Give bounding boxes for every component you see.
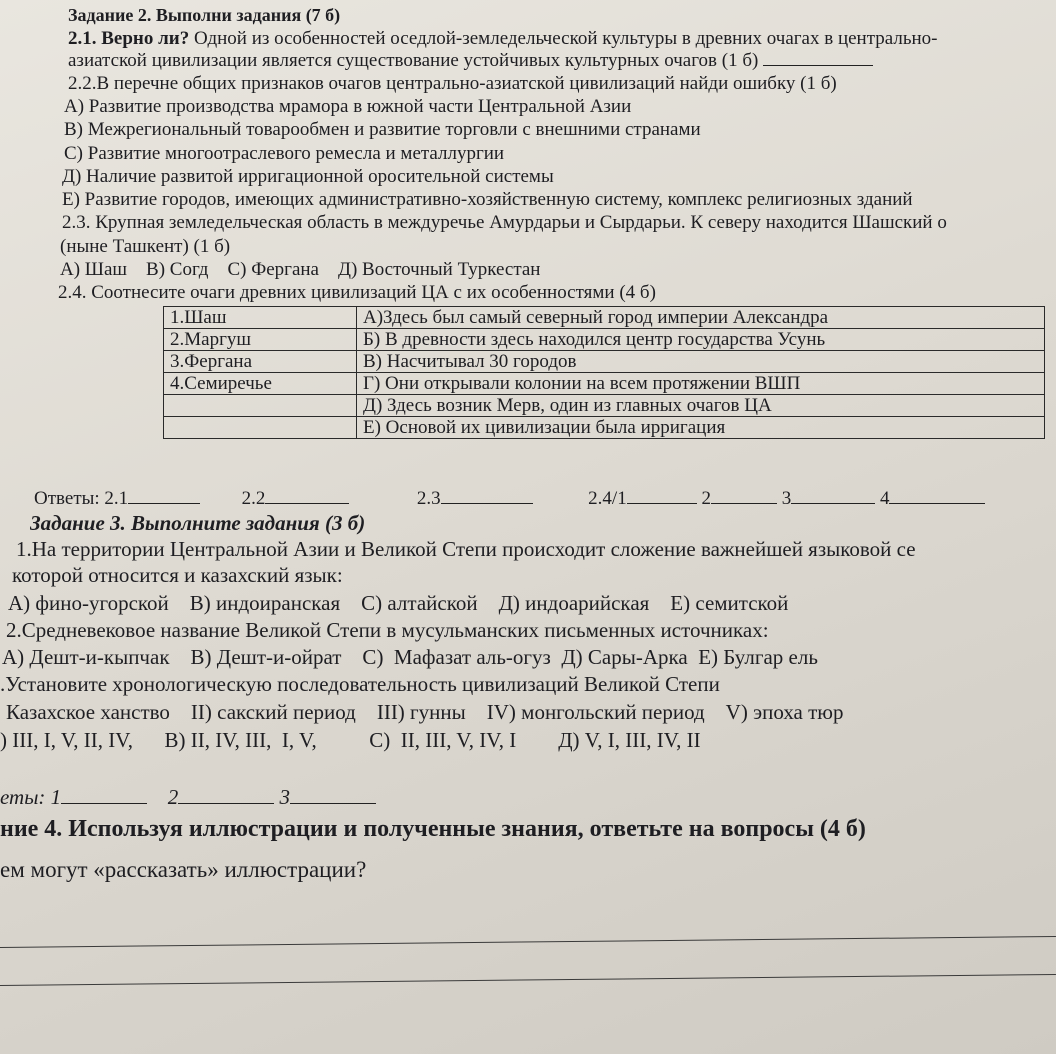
task3-q1-options: А) фино-угорской В) индоиранская С) алтайской Д) индоарийская Е) семитской xyxy=(8,591,789,615)
table-row xyxy=(164,373,1045,395)
task3-q3-options: ) III, I, V, II, IV, В) II, IV, III, I, V, С) II, III, V, IV, I Д) V, I, III, IV, II xyxy=(0,728,701,752)
task3-answers xyxy=(0,786,376,808)
answer-blank-2-4-1[interactable] xyxy=(627,489,697,504)
task3-q2-title: 2.Средневековое название Великой Степи в мусульманских письменных источниках: xyxy=(6,618,769,642)
answer-label-2-4-2: 2 xyxy=(701,488,711,509)
table-row xyxy=(164,395,1045,417)
q23-line1: 2.3. Крупная земледельческая область в междуречье Амурдарьи и Сырдарьи. К северу находится Шашский о xyxy=(62,212,947,233)
table-cell-right: Б) В древности здесь находился центр государства Усунь xyxy=(357,329,1045,351)
q22-option-b: В) Межрегиональный товарообмен и развитие торговли с внешними странами xyxy=(64,119,701,140)
matching-table xyxy=(163,306,1045,439)
q22-title: 2.2.В перечне общих признаков очагов центрально-азиатской цивилизаций найди ошибку (1 б) xyxy=(68,73,837,94)
q21-line1: 2.1. Верно ли? Одной из особенностей оседлой-земледельческой культуры в древних очагах в центрально- xyxy=(68,28,938,49)
table-row xyxy=(164,307,1045,329)
task3-answer-blank-3[interactable] xyxy=(290,789,376,804)
task4-title: ние 4. Используя иллюстрации и полученные знания, ответьте на вопросы (4 б) xyxy=(0,816,866,842)
q23-line2: (ныне Ташкент) (1 б) xyxy=(60,236,231,257)
table-row xyxy=(164,329,1045,351)
answer-blank-2-4-4[interactable] xyxy=(889,489,985,504)
task3-q2-options: А) Дешт-и-кыпчак В) Дешт-и-ойрат С) Мафазат аль-огуз Д) Сары-Арка Е) Булгар ель xyxy=(2,645,818,669)
table-cell-right: А)Здесь был самый северный город империи Александра xyxy=(357,307,1045,329)
answer-blank-2-3[interactable] xyxy=(441,489,533,504)
q22-option-d: Д) Наличие развитой ирригационной оросительной системы xyxy=(62,166,554,187)
table-cell-right: Г) Они открывали колонии на всем протяжении ВШП xyxy=(357,373,1045,395)
task3-answer-label-2: 2 xyxy=(167,785,179,809)
task2-answers xyxy=(34,488,985,510)
task3-q1-line1: 1.На территории Центральной Азии и Великой Степи происходит сложение важнейшей языковой се xyxy=(16,537,916,561)
answer-label-2-4-4: 4 xyxy=(879,488,890,509)
q22-option-e: Е) Развитие городов, имеющих административно-хозяйственную систему, комплекс религиозных зданий xyxy=(62,189,913,210)
q21-line2 xyxy=(68,50,873,72)
answer-blank-2-4-2[interactable] xyxy=(711,489,777,504)
task3-answers-label: еты: 1 xyxy=(0,785,62,809)
answer-line-2[interactable] xyxy=(0,974,1056,986)
answer-label-2-3: 2.3 xyxy=(416,488,441,509)
answer-line-1[interactable] xyxy=(0,936,1056,948)
task3-q1-line2: которой относится и казахский язык: xyxy=(12,563,343,587)
table-cell-left xyxy=(164,395,357,417)
q22-option-a: А) Развитие производства мрамора в южной части Центральной Азии xyxy=(64,96,632,117)
answer-blank-2-1[interactable] xyxy=(128,489,200,504)
q22-option-c: С) Развитие многоотраслевого ремесла и металлургии xyxy=(64,143,505,164)
task3-answer-label-3: 3 xyxy=(279,785,290,809)
table-cell-left: 1.Шаш xyxy=(164,307,357,329)
answers-label: Ответы: 2.1 xyxy=(34,488,129,509)
q21-line1-text: Одной из особенностей оседлой-земледельческой культуры в древних очагах в центрально- xyxy=(189,28,938,49)
task4-question: ем могут «рассказать» иллюстрации? xyxy=(0,857,367,882)
answer-label-2-4-1: 2.4/1 xyxy=(588,488,627,509)
table-cell-left: 4.Семиречье xyxy=(164,373,357,395)
answer-blank-2-4-3[interactable] xyxy=(791,489,875,504)
table-cell-right: Д) Здесь возник Мерв, один из главных очагов ЦА xyxy=(357,395,1045,417)
table-cell-left: 3.Фергана xyxy=(164,351,357,373)
q21-line2-text: азиатской цивилизации является существование устойчивых культурных очагов (1 б) xyxy=(68,50,759,71)
table-cell-right: Е) Основой их цивилизации была ирригация xyxy=(357,417,1045,439)
q21-answer-blank[interactable] xyxy=(763,51,873,66)
table-row xyxy=(164,417,1045,439)
table-cell-left xyxy=(164,417,357,439)
answer-label-2-4-3: 3 xyxy=(781,488,792,509)
task3-answer-blank-2[interactable] xyxy=(178,789,274,804)
task3-q3-items: Казахское ханство II) сакский период III) гунны IV) монгольский период V) эпоха тюр xyxy=(6,700,844,724)
answer-label-2-2: 2.2 xyxy=(241,488,266,509)
q24-title: 2.4. Соотнесите очаги древних цивилизаций ЦА с их особенностями (4 б) xyxy=(58,282,656,303)
table-row xyxy=(164,351,1045,373)
task3-q3-title: .Установите хронологическую последовательность цивилизаций Великой Степи xyxy=(0,672,720,696)
table-cell-left: 2.Маргуш xyxy=(164,329,357,351)
q23-options: А) Шаш В) Согд С) Фергана Д) Восточный Туркестан xyxy=(60,259,541,280)
answer-blank-2-2[interactable] xyxy=(265,489,349,504)
table-cell-right: В) Насчитывал 30 городов xyxy=(357,351,1045,373)
task3-answer-blank-1[interactable] xyxy=(61,789,147,804)
task3-title: Задание 3. Выполните задания (3 б) xyxy=(30,511,366,535)
task2-title: Задание 2. Выполни задания (7 б) xyxy=(68,5,341,25)
